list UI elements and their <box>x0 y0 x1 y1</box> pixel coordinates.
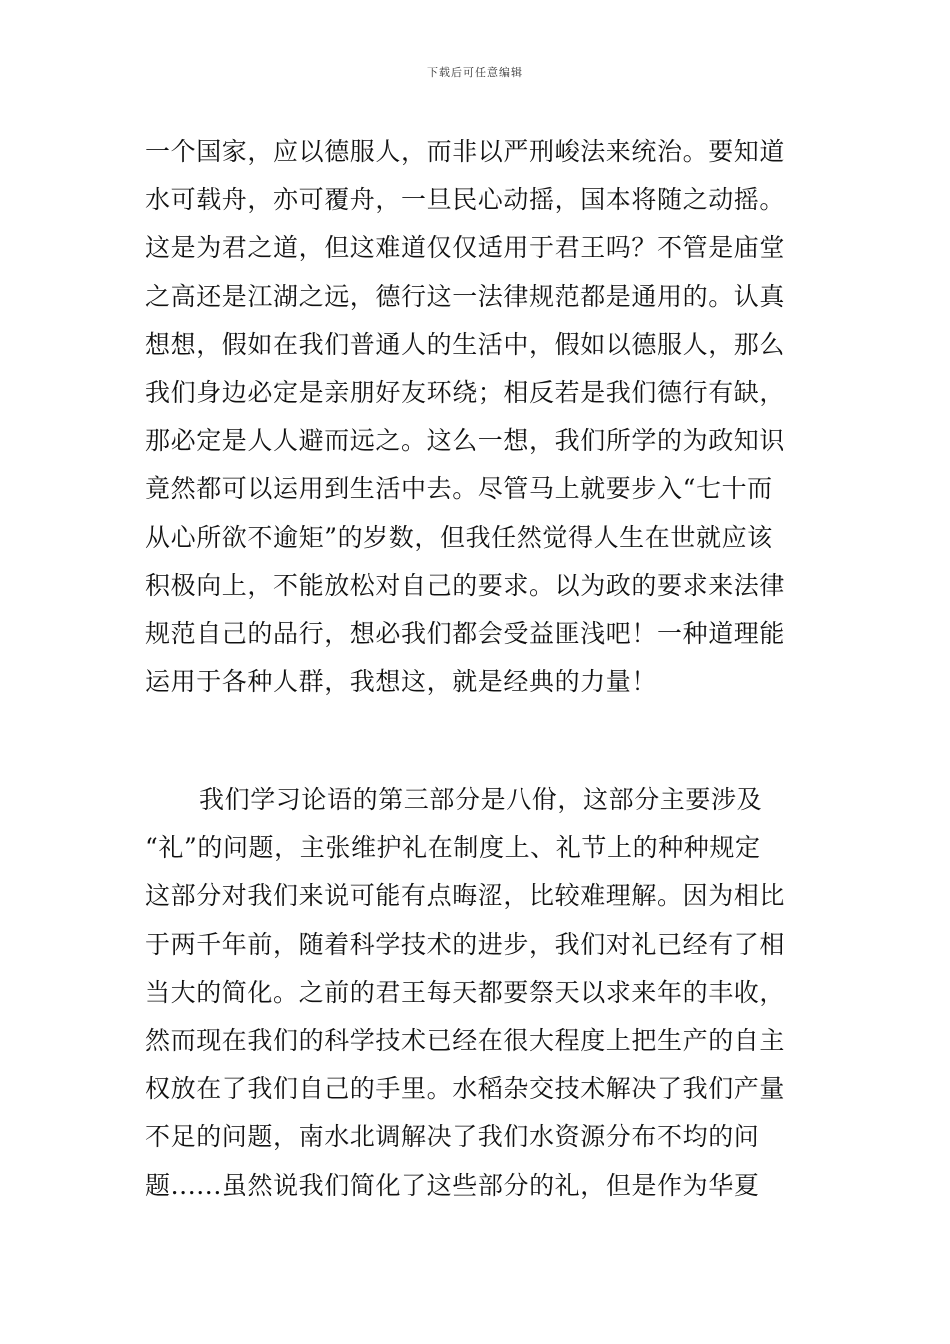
text-line: 想想，假如在我们普通人的生活中，假如以德服人，那么 <box>145 329 786 359</box>
text-line: 这部分对我们来说可能有点晦涩，比较难理解。因为相比 <box>145 881 786 911</box>
text-line: 运用于各种人群，我想这，就是经典的力量！ <box>145 667 658 697</box>
text-line: “礼”的问题，主张维护礼在制度上、礼节上的种种规定 <box>145 833 761 863</box>
text-line: 之高还是江湖之远，德行这一法律规范都是通用的。认真 <box>145 281 786 311</box>
text-line: 那必定是人人避而远之。这么一想，我们所学的为政知识 <box>145 426 786 456</box>
paragraph-2 <box>145 776 810 1210</box>
text-line: 从心所欲不逾矩”的岁数，但我任然觉得人生在世就应该 <box>145 522 773 552</box>
text-line: 水可载舟，亦可覆舟，一旦民心动摇，国本将随之动摇。 <box>145 185 786 215</box>
text-line: 规范自己的品行，想必我们都会受益匪浅吧！一种道理能 <box>145 618 786 648</box>
header-note: 下载后可任意编辑 <box>427 66 523 79</box>
text-line: 我们学习论语的第三部分是八佾，这部分主要涉及 <box>199 785 763 814</box>
text-line: 竟然都可以运用到生活中去。尽管马上就要步入“七十而 <box>145 474 773 504</box>
text-line: 权放在了我们自己的手里。水稻杂交技术解决了我们产量 <box>145 1074 786 1104</box>
text-line: 题......虽然说我们简化了这些部分的礼，但是作为华夏 <box>145 1170 760 1200</box>
text-line: 当大的简化。之前的君王每天都要祭天以求来年的丰收， <box>145 977 786 1007</box>
text-line: 然而现在我们的科学技术已经在很大程度上把生产的自主 <box>145 1025 786 1055</box>
text-line: 这是为君之道，但这难道仅仅适用于君王吗？不管是庙堂 <box>145 233 786 263</box>
text-line: 不足的问题，南水北调解决了我们水资源分布不均的问 <box>145 1122 760 1152</box>
text-line: 积极向上，不能放松对自己的要求。以为政的要求来法律 <box>145 570 786 600</box>
text-line: 一个国家，应以德服人，而非以严刑峻法来统治。要知道 <box>145 137 786 166</box>
text-line: 于两千年前，随着科学技术的进步，我们对礼已经有了相 <box>145 929 786 959</box>
text-line: 我们身边必定是亲朋好友环绕；相反若是我们德行有缺， <box>145 377 786 407</box>
paragraph-1 <box>145 128 810 706</box>
